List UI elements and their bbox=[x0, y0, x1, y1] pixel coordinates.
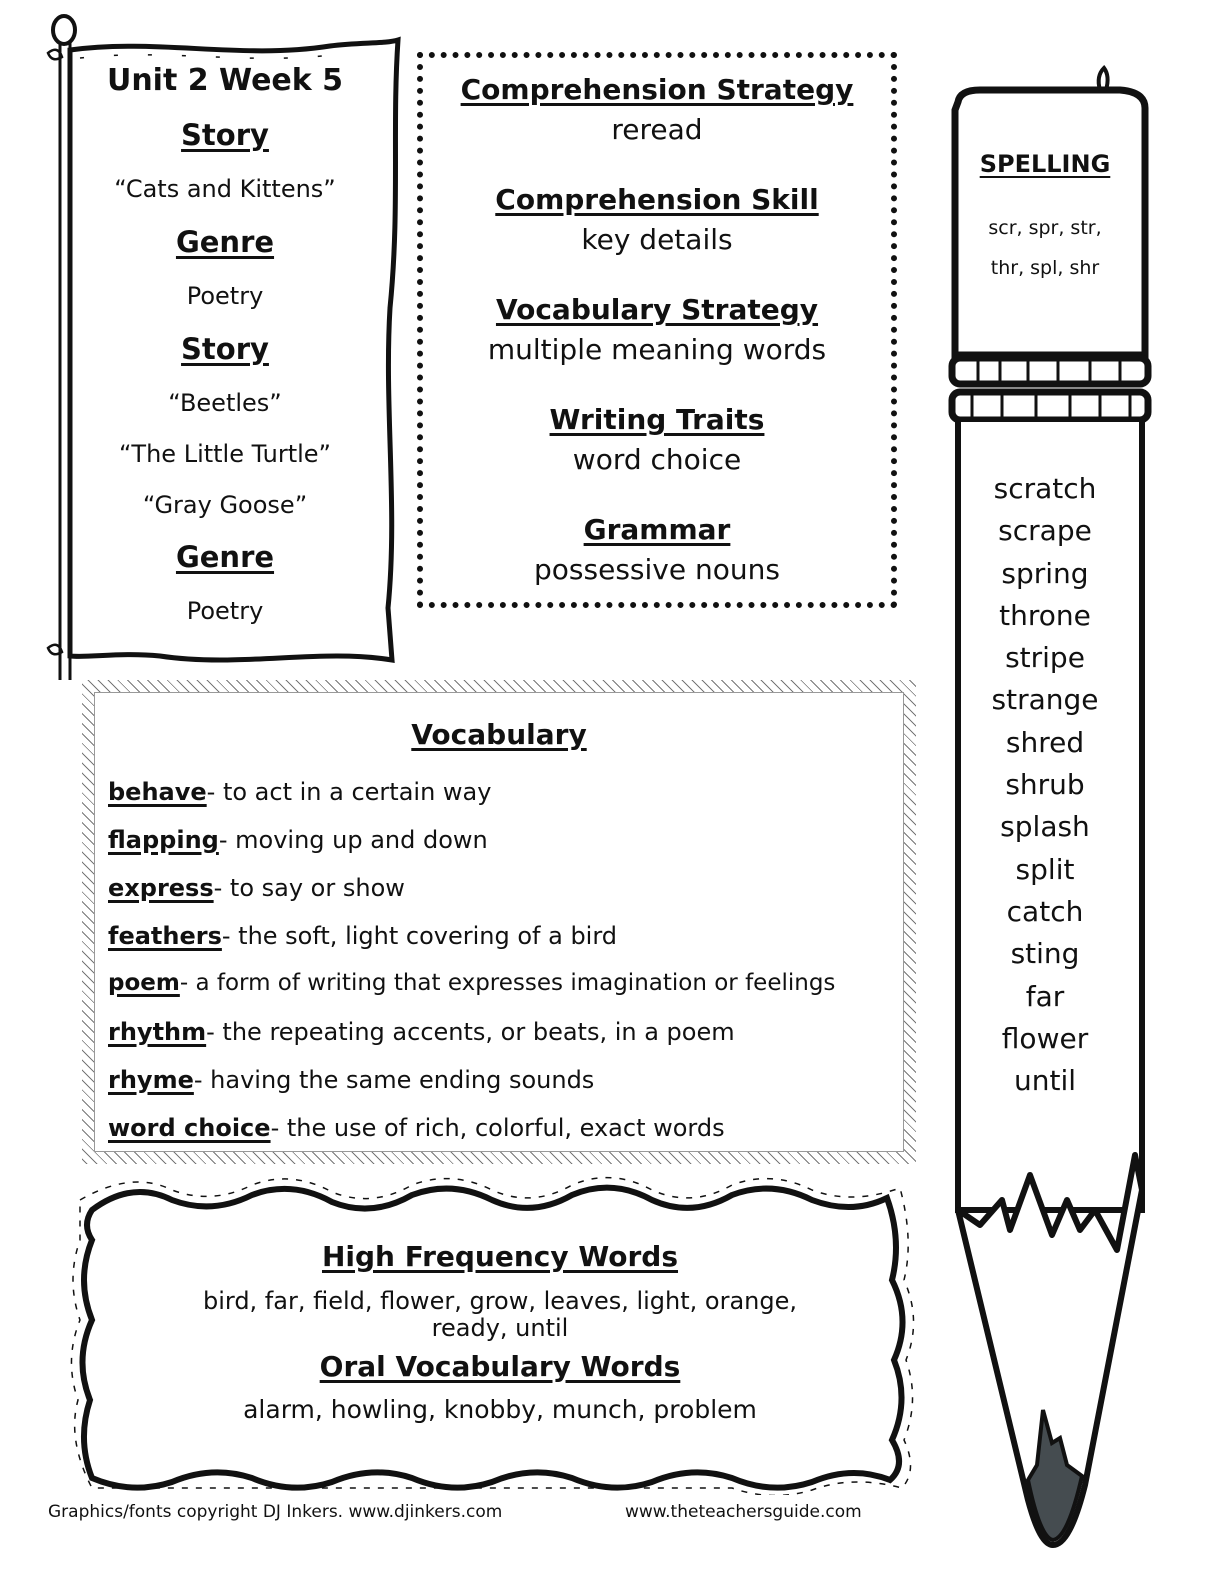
spelling-word: until bbox=[1013, 1064, 1077, 1098]
flag-pole-knob bbox=[53, 16, 75, 44]
high-frequency-words-line: ready, until bbox=[431, 1314, 569, 1342]
vocabulary-entry: behave- to act in a certain way bbox=[108, 778, 492, 806]
vocabulary-entry: rhythm- the repeating accents, or beats, in a poem bbox=[108, 1018, 735, 1046]
spelling-patterns bbox=[960, 208, 1130, 288]
spelling-word: flower bbox=[1001, 1021, 1089, 1055]
story-title: “The Little Turtle” bbox=[119, 440, 331, 468]
spelling-word: split bbox=[1015, 852, 1075, 886]
flag-heading-genre-1: Genre bbox=[175, 225, 275, 259]
spelling-pattern-line: scr, spr, str, bbox=[988, 217, 1102, 239]
vocabulary-title: Vocabulary bbox=[411, 718, 587, 751]
story-title: “Beetles” bbox=[168, 389, 282, 417]
spelling-word: spring bbox=[1001, 556, 1089, 590]
vocabulary-entry: express- to say or show bbox=[108, 874, 405, 902]
vocabulary-entry: flapping- moving up and down bbox=[108, 826, 488, 854]
spelling-title: SPELLING bbox=[979, 150, 1111, 178]
vocabulary-entry: feathers- the soft, light covering of a bird bbox=[108, 922, 618, 950]
comprehension-strategy-value: reread bbox=[611, 113, 703, 146]
spelling-word: shrub bbox=[1005, 768, 1085, 802]
grammar-heading: Grammar bbox=[583, 513, 731, 546]
spelling-pattern-line: thr, spl, shr bbox=[990, 257, 1100, 279]
high-frequency-words-title: High Frequency Words bbox=[321, 1240, 679, 1273]
spelling-word: splash bbox=[1000, 810, 1090, 844]
unit-week-title: Unit 2 Week 5 bbox=[106, 63, 344, 98]
vocabulary-entry: word choice- the use of rich, colorful, exact words bbox=[108, 1114, 725, 1142]
spelling-word: shred bbox=[1005, 725, 1085, 759]
flag-heading-story-2: Story bbox=[181, 332, 269, 366]
vocabulary-entry: rhyme- having the same ending sounds bbox=[108, 1066, 595, 1094]
flag-heading-genre-2: Genre bbox=[175, 540, 275, 574]
comprehension-strategy-heading: Comprehension Strategy bbox=[460, 73, 854, 106]
comprehension-skill-heading: Comprehension Skill bbox=[495, 183, 819, 216]
spelling-word: throne bbox=[999, 598, 1091, 632]
skills-box bbox=[417, 52, 897, 608]
flag-heading-story-1: Story bbox=[181, 118, 269, 152]
spelling-word: stripe bbox=[1005, 641, 1085, 675]
vocabulary-strategy-value: multiple meaning words bbox=[487, 333, 827, 366]
vocabulary-box bbox=[82, 680, 916, 1164]
genre-value: Poetry bbox=[186, 282, 264, 310]
story-title: “Cats and Kittens” bbox=[114, 175, 336, 203]
story-title: “Gray Goose” bbox=[142, 491, 308, 519]
flag-content bbox=[90, 58, 360, 637]
footer-copyright: Graphics/fonts copyright DJ Inkers. www.djinkers.com bbox=[48, 1502, 503, 1522]
spelling-word-list bbox=[960, 468, 1130, 1102]
spelling-word: scrape bbox=[998, 514, 1092, 548]
spelling-word: scratch bbox=[993, 472, 1097, 505]
genre-value: Poetry bbox=[186, 597, 264, 625]
writing-traits-value: word choice bbox=[572, 443, 742, 476]
high-frequency-words-line: bird, far, field, flower, grow, leaves, light, orange, bbox=[202, 1287, 798, 1315]
spelling-word: catch bbox=[1006, 894, 1084, 928]
oral-vocabulary-list: alarm, howling, knobby, munch, problem bbox=[243, 1395, 757, 1424]
vocabulary-strategy-heading: Vocabulary Strategy bbox=[495, 293, 819, 326]
spelling-word: sting bbox=[1010, 937, 1080, 971]
grammar-value: possessive nouns bbox=[534, 553, 780, 586]
footer-website: www.theteachersguide.com bbox=[625, 1502, 862, 1522]
vocabulary-entry: poem- a form of writing that expresses imagination or feelings bbox=[108, 970, 836, 996]
pencil-ferrule-band bbox=[952, 392, 1148, 420]
high-frequency-words-list bbox=[160, 1288, 840, 1342]
spelling-word: strange bbox=[991, 683, 1099, 717]
spelling-word: far bbox=[1025, 979, 1065, 1013]
writing-traits-heading: Writing Traits bbox=[549, 403, 765, 436]
comprehension-skill-value: key details bbox=[581, 223, 733, 256]
oral-vocabulary-title: Oral Vocabulary Words bbox=[319, 1350, 681, 1383]
